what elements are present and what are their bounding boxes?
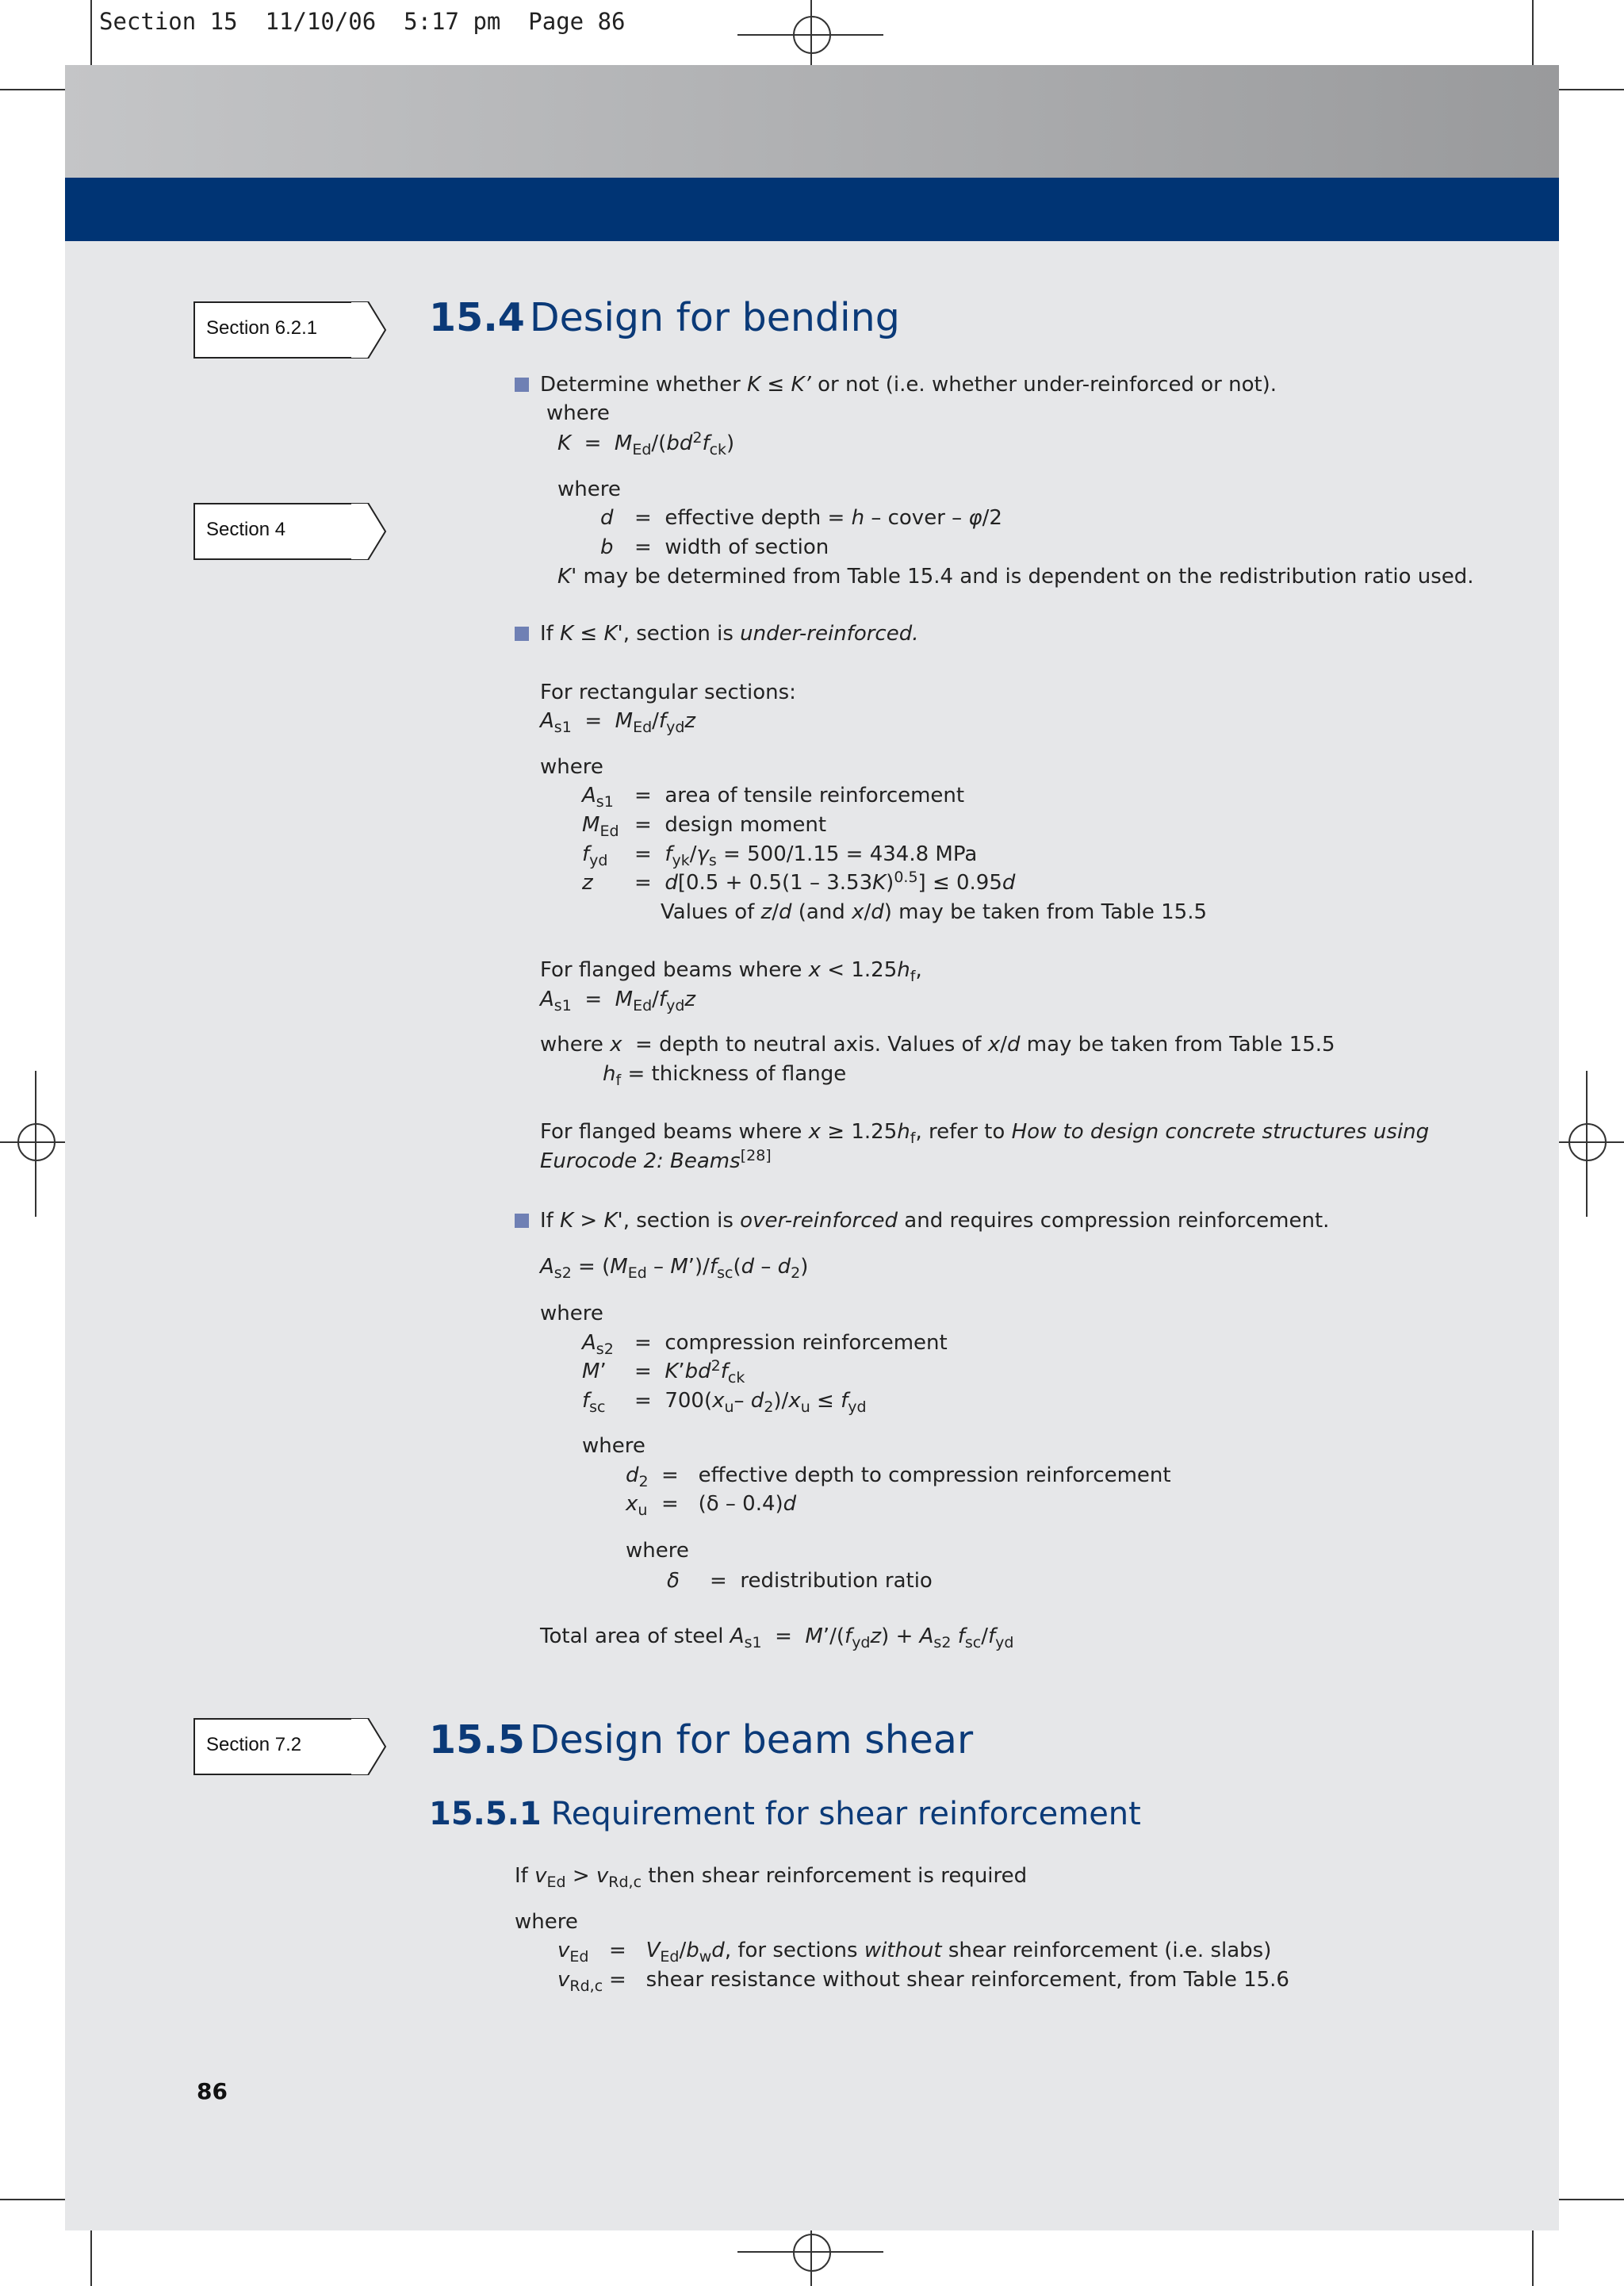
definition: $v_{Rd,c}$ xyxy=(557,1968,603,1995)
definition: = $f_{yk}/\gamma_s = 500/1.15 = 434.8$ MPa xyxy=(634,842,978,869)
tag-arrow-icon xyxy=(350,1718,392,1775)
equation: $A_{s1} = M_{Ed}/f_{yd}z$ xyxy=(540,709,696,736)
definition: = design moment xyxy=(634,813,827,837)
margin-tag xyxy=(193,503,352,560)
definition: $x_u$ xyxy=(626,1492,648,1519)
definition: $v_{Ed}$ xyxy=(557,1939,589,1966)
crop-mark xyxy=(0,2199,71,2200)
definition: = area of tensile reinforcement xyxy=(634,784,965,807)
tag-arrow-icon xyxy=(350,301,392,359)
equation: $A_{s2} = (M_{Ed}$ – $M’)/f_{sc}(d - d_2)$ xyxy=(540,1255,809,1282)
registration-line xyxy=(810,0,812,68)
where-label: where xyxy=(540,755,603,779)
crop-mark xyxy=(1553,89,1624,90)
where-label: where xyxy=(582,1434,645,1458)
crop-mark xyxy=(1553,2199,1624,2200)
print-date: 11/10/06 xyxy=(265,8,377,35)
definition: $A_{s1}$ xyxy=(582,784,614,811)
paragraph: For rectangular sections: xyxy=(540,681,796,704)
definition: = effective depth = h – cover – φ/2 xyxy=(634,506,1002,530)
section-title: Design for beam shear xyxy=(529,1717,974,1762)
crop-mark xyxy=(90,0,92,71)
section-heading xyxy=(429,295,900,340)
where-label: where xyxy=(557,478,621,501)
paragraph: For flanged beams where $x \ge 1.25h_f$, refer to How to design concrete structures using xyxy=(540,1120,1430,1147)
definition: where x = depth to neutral axis. Values of x/d may be taken from Table 15.5 xyxy=(540,1033,1335,1057)
paragraph: If K ≤ K', section is under-reinforced. xyxy=(540,622,919,646)
subsection-title: Requirement for shear reinforcement xyxy=(550,1796,1141,1832)
margin-tag xyxy=(193,301,352,359)
definition: d xyxy=(600,506,614,530)
where-label: where xyxy=(546,401,610,425)
paragraph: K' may be determined from Table 15.4 and is dependent on the redistribution ratio used. xyxy=(557,565,1474,589)
equation: $A_{s1} = M_{Ed}/f_{yd}z$ xyxy=(540,988,696,1015)
bullet-icon xyxy=(515,627,529,641)
crop-mark xyxy=(1532,2221,1534,2286)
margin-tag-label: Section 4 xyxy=(206,519,286,540)
definition: = d[0.5 + 0.5(1 – 3.53K)$^{0.5}$] ≤ 0.95d xyxy=(634,869,1016,895)
section-heading xyxy=(429,1717,973,1762)
definition: = shear resistance without shear reinforcement, from Table 15.6 xyxy=(609,1968,1289,1992)
equation: $K = M_{Ed}/(bd^2f_{ck})$ xyxy=(557,429,735,458)
definition: δ xyxy=(667,1569,680,1593)
definition: = (δ – 0.4)d xyxy=(661,1492,797,1516)
bullet-icon xyxy=(515,378,529,392)
print-section: Section 15 xyxy=(99,8,238,35)
subsection-number: 15.5.1 xyxy=(429,1796,542,1832)
margin-tag xyxy=(193,1718,352,1775)
paragraph: If $v_{Ed} > v_{Rd,c}$ then shear reinforcement is required xyxy=(515,1864,1028,1891)
definition: $f_{sc}$ xyxy=(582,1389,606,1416)
definition: = effective depth to compression reinforcement xyxy=(661,1463,1171,1487)
print-page-label: Page xyxy=(528,8,584,35)
registration-line xyxy=(1586,1071,1588,1217)
tag-arrow-icon xyxy=(350,503,392,560)
bullet-icon xyxy=(515,1214,529,1228)
paragraph: Values of z/d (and x/d) may be taken from Table 15.5 xyxy=(661,900,1208,924)
subsection-heading xyxy=(429,1796,1141,1832)
definition: = $K’bd^2f_{ck}$ xyxy=(634,1357,745,1387)
definition: z xyxy=(582,871,593,895)
equation: Total area of steel $A_{s1}$ = $M’/(f_{yd}z) + A_{s2}$ $f_{sc}/f_{yd}$ xyxy=(540,1624,1014,1651)
header-blue-band xyxy=(65,178,1559,241)
definition: M’ xyxy=(582,1360,607,1383)
print-header xyxy=(99,8,626,35)
definition: $h_f$ = thickness of flange xyxy=(603,1062,847,1089)
where-label: where xyxy=(626,1539,689,1563)
paragraph: Eurocode 2: Beams[28] xyxy=(540,1147,772,1173)
crop-mark xyxy=(1532,0,1534,71)
definition: b xyxy=(600,535,614,559)
definition: = $V_{Ed}/b_wd$, for sections without shear reinforcement (i.e. slabs) xyxy=(609,1939,1272,1966)
margin-tag-label: Section 6.2.1 xyxy=(206,317,318,339)
where-label: where xyxy=(540,1302,603,1325)
definition: $f_{yd}$ xyxy=(582,842,608,869)
paragraph: For flanged beams where $x < 1.25h_f$, xyxy=(540,958,922,985)
crop-mark xyxy=(90,2221,92,2286)
print-page-number: 86 xyxy=(597,8,626,35)
definition: = width of section xyxy=(634,535,829,559)
header-grey-band xyxy=(65,65,1559,178)
section-title: Design for bending xyxy=(529,295,900,340)
registration-line xyxy=(1553,1141,1624,1143)
definition: $A_{s2}$ xyxy=(582,1331,614,1358)
crop-mark xyxy=(0,89,71,90)
definition: = redistribution ratio xyxy=(710,1569,933,1593)
definition: = $700(x_u-$ $d_2)/x_u \le f_{yd}$ xyxy=(634,1389,867,1416)
where-label: where xyxy=(515,1910,578,1934)
definition: = compression reinforcement xyxy=(634,1331,948,1355)
section-number: 15.5 xyxy=(429,1717,525,1762)
definition: $M_{Ed}$ xyxy=(582,813,619,840)
registration-line xyxy=(35,1071,36,1217)
definition: $d_2$ xyxy=(626,1463,649,1490)
registration-mark-icon xyxy=(793,2234,831,2272)
paragraph: If K > K', section is over-reinforced and requires compression reinforcement. xyxy=(540,1209,1330,1233)
print-time: 5:17 pm xyxy=(404,8,501,35)
paragraph: Determine whether K ≤ K’ or not (i.e. whether under-reinforced or not). xyxy=(540,373,1277,397)
margin-tag-label: Section 7.2 xyxy=(206,1734,302,1755)
section-number: 15.4 xyxy=(429,295,525,340)
page-number: 86 xyxy=(197,2078,228,2104)
